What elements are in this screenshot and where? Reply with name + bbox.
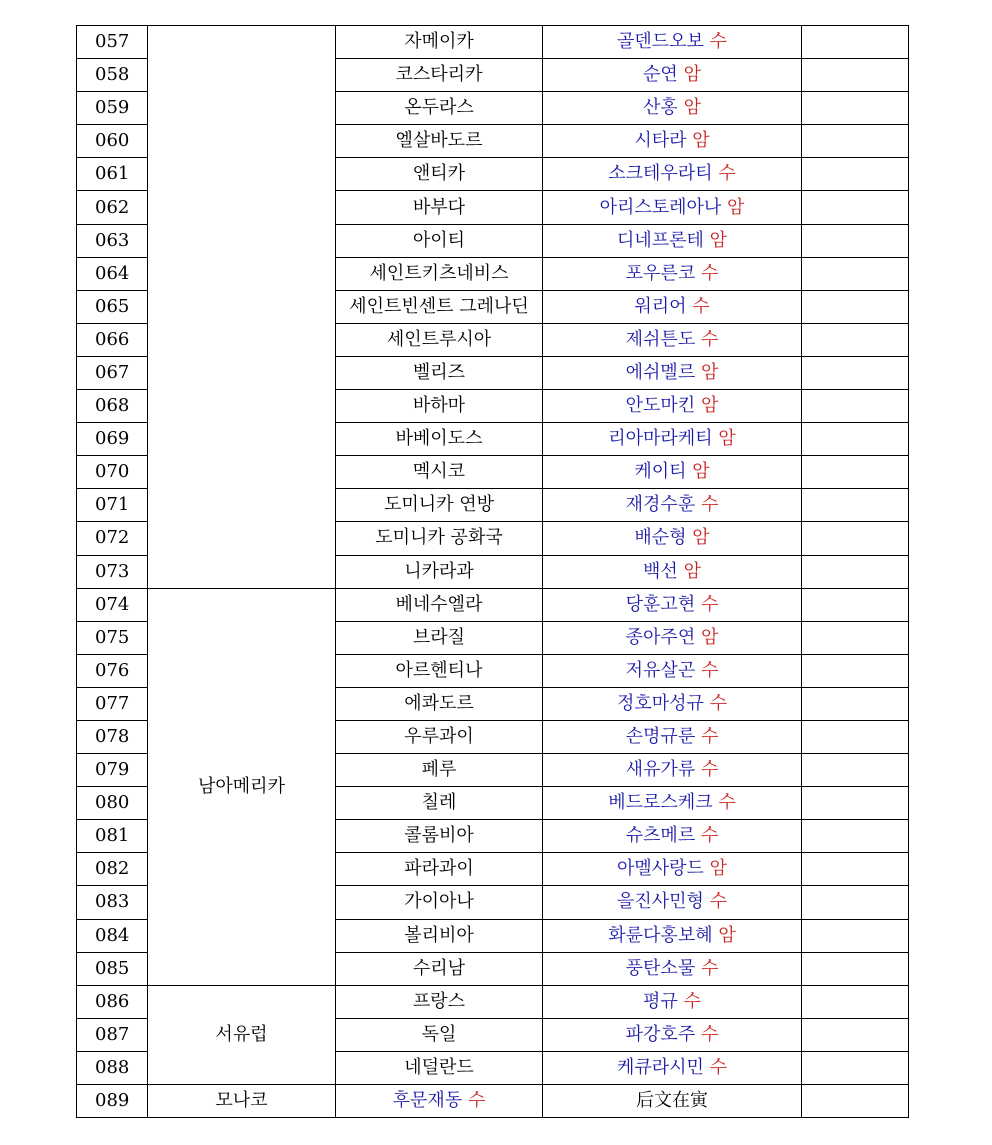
assigned-name: 소크테우라티 (608, 163, 713, 185)
assigned-name: 아리스토레아나 (599, 196, 722, 218)
name-cell (543, 191, 802, 224)
empty-cell (802, 92, 909, 125)
country-cell: 네덜란드 (336, 1051, 543, 1084)
assigned-name: 슈츠메르 (625, 825, 696, 847)
gender-suffix: 수 (709, 1056, 728, 1078)
row-number: 081 (77, 820, 148, 853)
table-row (77, 1085, 909, 1118)
row-number: 068 (77, 390, 148, 423)
row-number: 076 (77, 654, 148, 687)
country-cell: 벨리즈 (336, 356, 543, 389)
assigned-name: 순연 (643, 64, 678, 86)
gender-suffix: 수 (700, 328, 719, 350)
name-cell (543, 886, 802, 919)
country-cell: 파라과이 (336, 853, 543, 886)
empty-cell (802, 654, 909, 687)
empty-cell (802, 687, 909, 720)
gender-suffix: 암 (718, 428, 736, 450)
empty-cell (802, 886, 909, 919)
gender-suffix: 수 (700, 593, 719, 615)
name-cell (543, 787, 802, 820)
region-cell (148, 26, 336, 589)
row-number: 084 (77, 919, 148, 952)
row-number: 065 (77, 290, 148, 323)
country-cell: 온두라스 (336, 92, 543, 125)
country-cell: 바베이도스 (336, 423, 543, 456)
country-cell: 코스타리카 (336, 59, 543, 92)
gender-suffix: 수 (692, 295, 710, 317)
name-cell (543, 158, 802, 191)
name-cell (543, 323, 802, 356)
country-cell: 앤티카 (336, 158, 543, 191)
row-number: 088 (77, 1051, 148, 1084)
gender-suffix: 수 (700, 262, 719, 284)
gender-suffix: 수 (718, 792, 736, 814)
name-cell (543, 555, 802, 588)
table-row (77, 985, 909, 1018)
name-cell (336, 1085, 543, 1118)
row-number: 071 (77, 489, 148, 522)
name-cell (543, 952, 802, 985)
name-cell (543, 654, 802, 687)
gender-suffix: 수 (718, 163, 736, 185)
name-cell (543, 754, 802, 787)
country-cell: 자메이카 (336, 26, 543, 59)
assigned-name: 디네프론테 (616, 229, 704, 251)
country-cell: 베네수엘라 (336, 588, 543, 621)
name-cell (543, 588, 802, 621)
country-cell: 세인트키츠네비스 (336, 257, 543, 290)
empty-cell (802, 125, 909, 158)
gender-suffix: 암 (709, 858, 728, 880)
country-cell: 브라질 (336, 621, 543, 654)
assigned-name: 백선 (643, 560, 678, 582)
row-number: 074 (77, 588, 148, 621)
table-row (77, 588, 909, 621)
row-number: 077 (77, 687, 148, 720)
gender-suffix: 수 (709, 31, 728, 53)
assigned-name: 배순형 (634, 527, 687, 549)
gender-suffix: 수 (700, 494, 719, 516)
name-cell (543, 720, 802, 753)
country-cell: 도미니카 공화국 (336, 522, 543, 555)
name-cell (543, 919, 802, 952)
gender-suffix: 수 (700, 825, 719, 847)
gender-suffix: 수 (467, 1090, 486, 1112)
country-cell: 수리남 (336, 952, 543, 985)
empty-cell (802, 456, 909, 489)
assigned-name: 종아주연 (625, 626, 696, 648)
empty-cell (802, 720, 909, 753)
assigned-name: 골덴드오보 (616, 31, 704, 53)
country-cell: 세인트루시아 (336, 323, 543, 356)
country-cell: 니카라과 (336, 555, 543, 588)
gender-suffix: 수 (700, 759, 719, 781)
country-cell: 콜롬비아 (336, 820, 543, 853)
name-cell (543, 985, 802, 1018)
assigned-name: 후문재동 (392, 1090, 463, 1112)
assigned-name: 워리어 (634, 295, 687, 317)
empty-cell (802, 522, 909, 555)
name-cell (543, 423, 802, 456)
gender-suffix: 암 (700, 395, 719, 417)
assigned-name: 저유살곤 (625, 659, 696, 681)
empty-cell (802, 588, 909, 621)
region-cell: 모나코 (148, 1085, 336, 1118)
gender-suffix: 암 (692, 527, 710, 549)
empty-cell (802, 1085, 909, 1118)
row-number: 069 (77, 423, 148, 456)
row-number: 059 (77, 92, 148, 125)
country-cell: 바부다 (336, 191, 543, 224)
assigned-name: 케큐라시민 (616, 1056, 704, 1078)
gender-suffix: 수 (683, 990, 701, 1012)
gender-suffix: 암 (709, 229, 728, 251)
row-number: 080 (77, 787, 148, 820)
row-number: 073 (77, 555, 148, 588)
region-cell: 서유럽 (148, 985, 336, 1084)
country-cell: 엘살바도르 (336, 125, 543, 158)
row-number: 087 (77, 1018, 148, 1051)
empty-cell (802, 489, 909, 522)
assigned-name: 새유가류 (625, 759, 696, 781)
assigned-name: 화륜다홍보혜 (608, 924, 713, 946)
name-cell (543, 290, 802, 323)
empty-cell (802, 356, 909, 389)
assigned-name: 당훈고현 (625, 593, 696, 615)
empty-cell (802, 290, 909, 323)
name-cell (543, 125, 802, 158)
row-number: 079 (77, 754, 148, 787)
assigned-name: 시타라 (634, 130, 687, 152)
assigned-name: 아멜사랑드 (616, 858, 704, 880)
gender-suffix: 암 (700, 626, 719, 648)
empty-cell (802, 257, 909, 290)
name-cell (543, 456, 802, 489)
name-cell (543, 390, 802, 423)
name-cell (543, 687, 802, 720)
gender-suffix: 수 (700, 1023, 719, 1045)
assigned-name: 베드로스케크 (608, 792, 713, 814)
name-cell (543, 489, 802, 522)
name-cell (543, 92, 802, 125)
assigned-name: 에쉬멜르 (625, 361, 696, 383)
empty-cell (802, 853, 909, 886)
gender-suffix: 암 (692, 461, 710, 483)
assigned-name: 파강호주 (625, 1023, 696, 1045)
country-cell: 볼리비아 (336, 919, 543, 952)
gender-suffix: 암 (700, 361, 719, 383)
empty-cell (802, 323, 909, 356)
country-cell: 멕시코 (336, 456, 543, 489)
region-cell: 남아메리카 (148, 588, 336, 985)
gender-suffix: 암 (692, 130, 710, 152)
empty-cell (802, 985, 909, 1018)
assigned-name: 포우른코 (625, 262, 696, 284)
country-cell: 독일 (336, 1018, 543, 1051)
empty-cell (802, 158, 909, 191)
row-number: 072 (77, 522, 148, 555)
country-cell: 도미니카 연방 (336, 489, 543, 522)
assigned-name: 손명규룬 (625, 726, 696, 748)
name-cell (543, 59, 802, 92)
gender-suffix: 수 (700, 957, 719, 979)
row-number: 085 (77, 952, 148, 985)
empty-cell (802, 952, 909, 985)
empty-cell (802, 555, 909, 588)
row-number: 057 (77, 26, 148, 59)
assigned-name: 제쉬튼도 (625, 328, 696, 350)
name-cell (543, 1051, 802, 1084)
hanja-cell: 后文在寅 (543, 1085, 802, 1118)
table-row (77, 26, 909, 59)
assigned-name: 재경수훈 (625, 494, 696, 516)
name-cell (543, 26, 802, 59)
empty-cell (802, 390, 909, 423)
row-number: 067 (77, 356, 148, 389)
assigned-name: 을진사민형 (616, 891, 704, 913)
gender-suffix: 암 (683, 560, 701, 582)
empty-cell (802, 423, 909, 456)
row-number: 064 (77, 257, 148, 290)
row-number: 078 (77, 720, 148, 753)
empty-cell (802, 191, 909, 224)
name-cell (543, 522, 802, 555)
assigned-name: 산홍 (643, 97, 678, 119)
assigned-name: 정호마성규 (616, 692, 704, 714)
empty-cell (802, 1051, 909, 1084)
empty-cell (802, 224, 909, 257)
country-cell: 페루 (336, 754, 543, 787)
row-number: 063 (77, 224, 148, 257)
row-number: 086 (77, 985, 148, 1018)
assigned-name: 케이티 (634, 461, 687, 483)
empty-cell (802, 1018, 909, 1051)
empty-cell (802, 787, 909, 820)
name-cell (543, 853, 802, 886)
row-number: 083 (77, 886, 148, 919)
row-number: 070 (77, 456, 148, 489)
country-cell: 우루과이 (336, 720, 543, 753)
gender-suffix: 암 (683, 64, 701, 86)
empty-cell (802, 59, 909, 92)
name-cell (543, 1018, 802, 1051)
name-cell (543, 356, 802, 389)
gender-suffix: 수 (709, 692, 728, 714)
empty-cell (802, 919, 909, 952)
name-cell (543, 224, 802, 257)
gender-suffix: 수 (700, 659, 719, 681)
row-number: 082 (77, 853, 148, 886)
country-cell: 세인트빈센트 그레나딘 (336, 290, 543, 323)
assigned-name: 안도마킨 (625, 395, 696, 417)
assigned-name: 평규 (643, 990, 678, 1012)
gender-suffix: 수 (700, 726, 719, 748)
gender-suffix: 암 (718, 924, 736, 946)
country-cell: 아이티 (336, 224, 543, 257)
country-cell: 에콰도르 (336, 687, 543, 720)
row-number: 058 (77, 59, 148, 92)
country-cell: 프랑스 (336, 985, 543, 1018)
empty-cell (802, 26, 909, 59)
row-number: 089 (77, 1085, 148, 1118)
assigned-name: 풍탄소물 (625, 957, 696, 979)
country-cell: 아르헨티나 (336, 654, 543, 687)
row-number: 061 (77, 158, 148, 191)
assigned-name: 리아마라케티 (608, 428, 713, 450)
empty-cell (802, 621, 909, 654)
row-number: 075 (77, 621, 148, 654)
name-cell (543, 820, 802, 853)
country-cell: 바하마 (336, 390, 543, 423)
name-cell (543, 621, 802, 654)
country-cell: 칠레 (336, 787, 543, 820)
gender-suffix: 수 (709, 891, 728, 913)
country-cell: 가이아나 (336, 886, 543, 919)
row-number: 062 (77, 191, 148, 224)
empty-cell (802, 754, 909, 787)
assignment-table (76, 25, 909, 1118)
row-number: 060 (77, 125, 148, 158)
row-number: 066 (77, 323, 148, 356)
empty-cell (802, 820, 909, 853)
gender-suffix: 암 (727, 196, 745, 218)
name-cell (543, 257, 802, 290)
gender-suffix: 암 (683, 97, 701, 119)
